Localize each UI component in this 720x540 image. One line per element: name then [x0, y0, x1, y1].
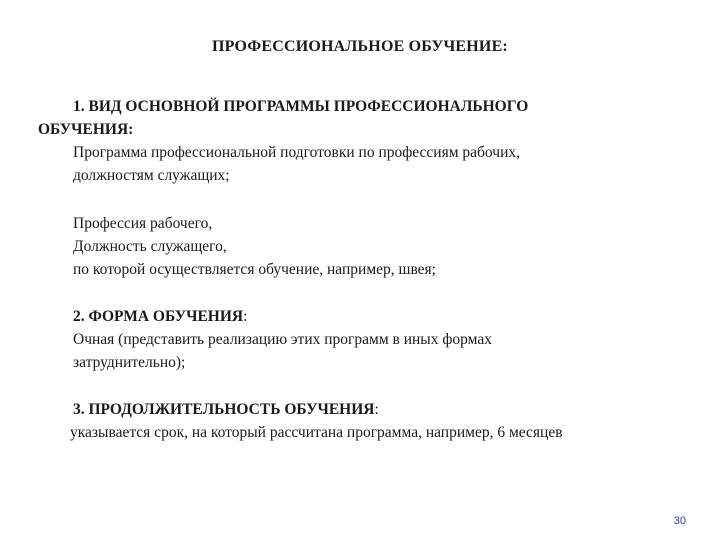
section2-body-line2: затруднительно); — [73, 354, 186, 371]
section3-body-line1: указывается срок, на который рассчитана программа, например, 6 месяцев — [70, 424, 563, 441]
section2-heading-colon: : — [243, 308, 248, 325]
page-number: 30 — [673, 515, 686, 527]
section3-heading-text: 3. ПРОДОЛЖИТЕЛЬНОСТЬ ОБУЧЕНИЯ — [73, 401, 375, 418]
section1-heading-line1: 1. ВИД ОСНОВНОЙ ПРОГРАММЫ ПРОФЕССИОНАЛЬНОГО — [73, 98, 529, 115]
section1-body-line4: Должность служащего, — [73, 238, 227, 255]
section2-heading-text: 2. ФОРМА ОБУЧЕНИЯ — [73, 308, 244, 325]
section3-heading-colon: : — [374, 401, 379, 418]
section1-body-line3: Профессия рабочего, — [73, 215, 213, 232]
section2-body-line1: Очная (представить реализацию этих программ в иных формах — [73, 331, 492, 348]
section1-heading-line2: ОБУЧЕНИЯ: — [38, 121, 134, 138]
section1-body-line1: Программа профессиональной подготовки по профессиям рабочих, — [73, 144, 520, 161]
section1-body-line5: по которой осуществляется обучение, например, швея; — [73, 261, 436, 278]
section3-heading — [73, 398, 379, 421]
section2-heading — [73, 305, 247, 328]
section1-body-line2: должностям служащих; — [73, 167, 230, 184]
slide-title: ПРОФЕССИОНАЛЬНОЕ ОБУЧЕНИЕ: — [212, 38, 508, 55]
